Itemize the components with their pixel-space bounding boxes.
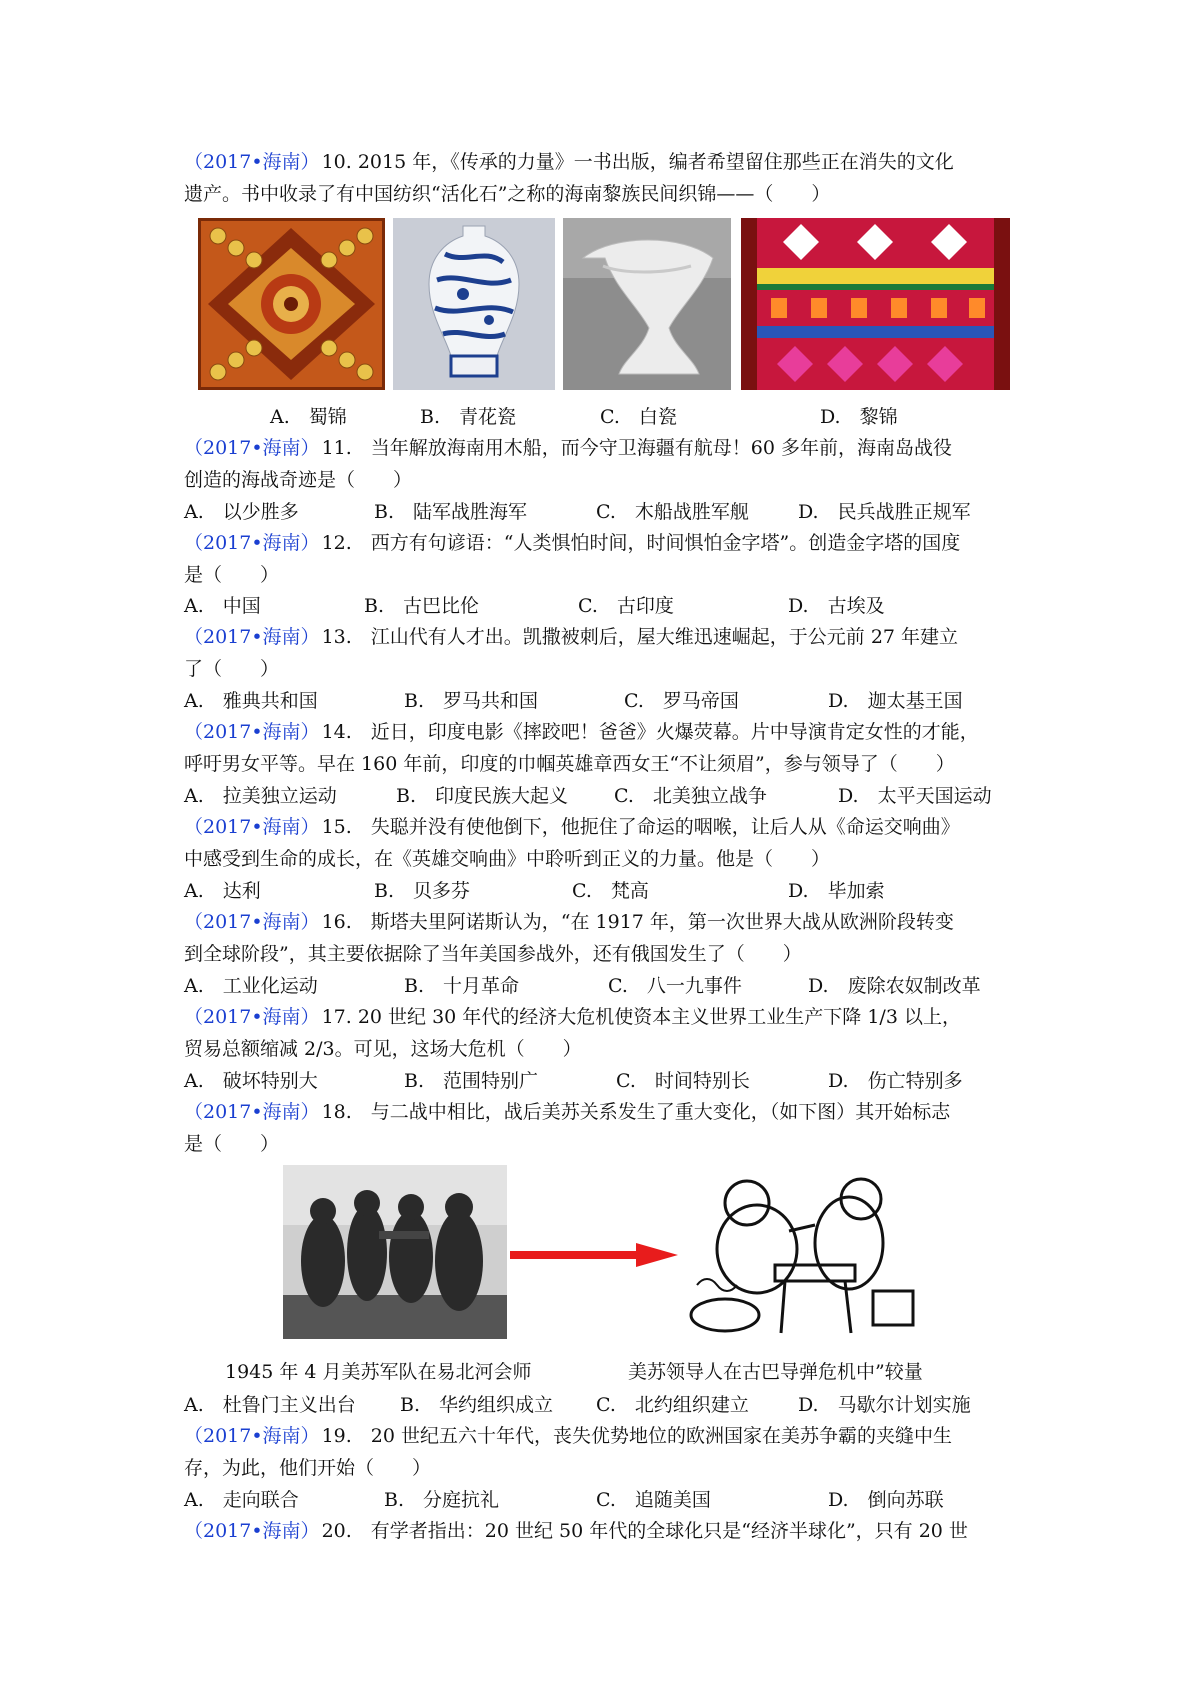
options-19 [184, 1484, 1024, 1516]
white-porcelain-image [563, 218, 731, 390]
question-text-line: 12. 西方有句谚语：“人类惧怕时间，时间惧怕金字塔”。创造金字塔的国度 [321, 532, 961, 554]
question-text-line: 呼吁男女平等。早在 160 年前，印度的巾帼英雄章西女王“不让须眉”，参与领导了（ ） [184, 753, 955, 775]
option-d[interactable]: D. 太平天国运动 [838, 785, 992, 807]
option-d[interactable]: D. 民兵战胜正规军 [798, 501, 971, 523]
option-d[interactable]: D. 倒向苏联 [828, 1489, 944, 1511]
option-a[interactable]: A. 走向联合 [184, 1489, 299, 1511]
question-11 [184, 432, 1024, 496]
question-text-line: 15. 失聪并没有使他倒下，他扼住了命运的咽喉，让后人从《命运交响曲》 [321, 816, 960, 838]
source-tag: （2017•海南） [184, 911, 320, 933]
source-tag: （2017•海南） [184, 532, 320, 554]
option-c[interactable]: C. 追随美国 [596, 1489, 711, 1511]
source-tag: （2017•海南） [184, 721, 320, 743]
options-15 [184, 875, 1024, 907]
question-text-line: 遗产。书中收录了有中国纺织“活化石”之称的海南黎族民间织锦——（ ） [184, 183, 831, 205]
question-text-line: 16. 斯塔夫里阿诺斯认为，“在 1917 年，第一次世界大战从欧洲阶段转变 [321, 911, 954, 933]
option-c[interactable]: C. 时间特别长 [616, 1070, 750, 1092]
option-c[interactable]: C. 梵高 [572, 880, 649, 902]
options-14 [184, 780, 1024, 812]
question-text-line: 13. 江山代有人才出。凯撒被刺后，屋大维迅速崛起，于公元前 27 年建立 [321, 626, 959, 648]
question-text-line: 18. 与二战中相比，战后美苏关系发生了重大变化，（如下图）其开始标志 [321, 1101, 951, 1123]
option-a[interactable]: A. 中国 [184, 595, 261, 617]
option-a[interactable]: A. 蜀锦 [270, 406, 347, 428]
option-d[interactable]: D. 伤亡特别多 [828, 1070, 963, 1092]
question-text-line: 是（ ） [184, 564, 280, 586]
option-d[interactable]: D. 黎锦 [820, 406, 898, 428]
question-17 [184, 1001, 1024, 1065]
option-c[interactable]: C. 罗马帝国 [624, 690, 739, 712]
option-b[interactable]: B. 范围特别广 [404, 1070, 539, 1092]
option-c[interactable]: C. 白瓷 [600, 406, 677, 428]
options-16 [184, 970, 1024, 1002]
question-text-line: 创造的海战奇迹是（ ） [184, 469, 413, 491]
question-text-line: 14. 近日，印度电影《摔跤吧！爸爸》火爆荧幕。片中导演肯定女性的才能， [321, 721, 979, 743]
option-d[interactable]: D. 古埃及 [788, 595, 885, 617]
option-b[interactable]: B. 分庭抗礼 [384, 1489, 500, 1511]
option-a[interactable]: A. 工业化运动 [184, 975, 318, 997]
option-c[interactable]: C. 北美独立战争 [614, 785, 767, 807]
option-b[interactable]: B. 贝多芬 [374, 880, 471, 902]
question-text-line: 10. 2015 年，《传承的力量》一书出版，编者希望留住那些正在消失的文化 [321, 151, 954, 173]
option-d[interactable]: D. 毕加索 [788, 880, 885, 902]
question-19 [184, 1420, 1024, 1484]
source-tag: （2017•海南） [184, 437, 320, 459]
option-b[interactable]: B. 十月革命 [404, 975, 520, 997]
option-d[interactable]: D. 迦太基王国 [828, 690, 963, 712]
question-14 [184, 716, 1024, 780]
options-17 [184, 1065, 1024, 1097]
source-tag: （2017•海南） [184, 626, 320, 648]
question-text-line: 了（ ） [184, 658, 280, 680]
question-12 [184, 527, 1024, 591]
option-c[interactable]: C. 北约组织建立 [596, 1394, 749, 1416]
source-tag: （2017•海南） [184, 1006, 320, 1028]
question-text-line: 17. 20 世纪 30 年代的经济大危机使资本主义世界工业生产下降 1/3 以上， [321, 1006, 961, 1028]
question-text-line: 20. 有学者指出：20 世纪 50 年代的全球化只是“经济半球化”，只有 20 世 [321, 1520, 968, 1542]
question-text-line: 贸易总额缩减 2/3。可见，这场大危机（ ） [184, 1038, 582, 1060]
question-10 [184, 146, 1024, 210]
source-tag: （2017•海南） [184, 151, 320, 173]
option-c[interactable]: C. 八一九事件 [608, 975, 742, 997]
option-a[interactable]: A. 以少胜多 [184, 501, 299, 523]
options-18 [184, 1389, 1024, 1421]
red-arrow [510, 1243, 680, 1267]
question-text-line: 中感受到生命的成长，在《英雄交响曲》中聆听到正义的力量。他是（ ） [184, 848, 831, 870]
source-tag: （2017•海南） [184, 1520, 320, 1542]
option-a[interactable]: A. 杜鲁门主义出台 [184, 1394, 356, 1416]
option-a[interactable]: A. 达利 [184, 880, 261, 902]
li-brocade-image [741, 218, 1010, 390]
option-a[interactable]: A. 破坏特别大 [184, 1070, 318, 1092]
question-20 [184, 1515, 1024, 1547]
option-b[interactable]: B. 印度民族大起义 [396, 785, 569, 807]
blue-white-porcelain-image [393, 218, 555, 390]
option-c[interactable]: C. 古印度 [578, 595, 674, 617]
caption-left: 1945 年 4 月美苏军队在易北河会师 [225, 1361, 532, 1383]
source-tag: （2017•海南） [184, 816, 320, 838]
question-text-line: 到全球阶段”，其主要依据除了当年美国参战外，还有俄国发生了（ ） [184, 943, 802, 965]
question-text-line: 19. 20 世纪五六十年代，丧失优势地位的欧洲国家在美苏争霸的夹缝中生 [321, 1425, 952, 1447]
question-text-line: 存，为此，他们开始（ ） [184, 1457, 432, 1479]
shu-brocade-image [198, 218, 385, 390]
options-10 [184, 401, 1024, 433]
question-15 [184, 811, 1024, 875]
elbe-meeting-photo [283, 1165, 507, 1339]
option-d[interactable]: D. 废除农奴制改革 [808, 975, 981, 997]
options-11 [184, 496, 1024, 528]
question-text-line: 11. 当年解放海南用木船，而今守卫海疆有航母！60 多年前，海南岛战役 [321, 437, 952, 459]
question-text-line: 是（ ） [184, 1133, 280, 1155]
question-13 [184, 621, 1024, 685]
question-18 [184, 1096, 1024, 1160]
cuban-crisis-cartoon [685, 1165, 925, 1339]
caption-right: 美苏领导人在古巴导弹危机中”较量 [628, 1361, 923, 1383]
options-13 [184, 685, 1024, 717]
option-b[interactable]: B. 罗马共和国 [404, 690, 539, 712]
option-a[interactable]: A. 拉美独立运动 [184, 785, 337, 807]
question-16 [184, 906, 1024, 970]
options-12 [184, 590, 1024, 622]
option-b[interactable]: B. 青花瓷 [420, 406, 517, 428]
option-b[interactable]: B. 陆军战胜海军 [374, 501, 528, 523]
option-d[interactable]: D. 马歇尔计划实施 [798, 1394, 971, 1416]
source-tag: （2017•海南） [184, 1425, 320, 1447]
option-c[interactable]: C. 木船战胜军舰 [596, 501, 749, 523]
option-a[interactable]: A. 雅典共和国 [184, 690, 318, 712]
option-b[interactable]: B. 华约组织成立 [400, 1394, 554, 1416]
source-tag: （2017•海南） [184, 1101, 320, 1123]
option-b[interactable]: B. 古巴比伦 [364, 595, 480, 617]
